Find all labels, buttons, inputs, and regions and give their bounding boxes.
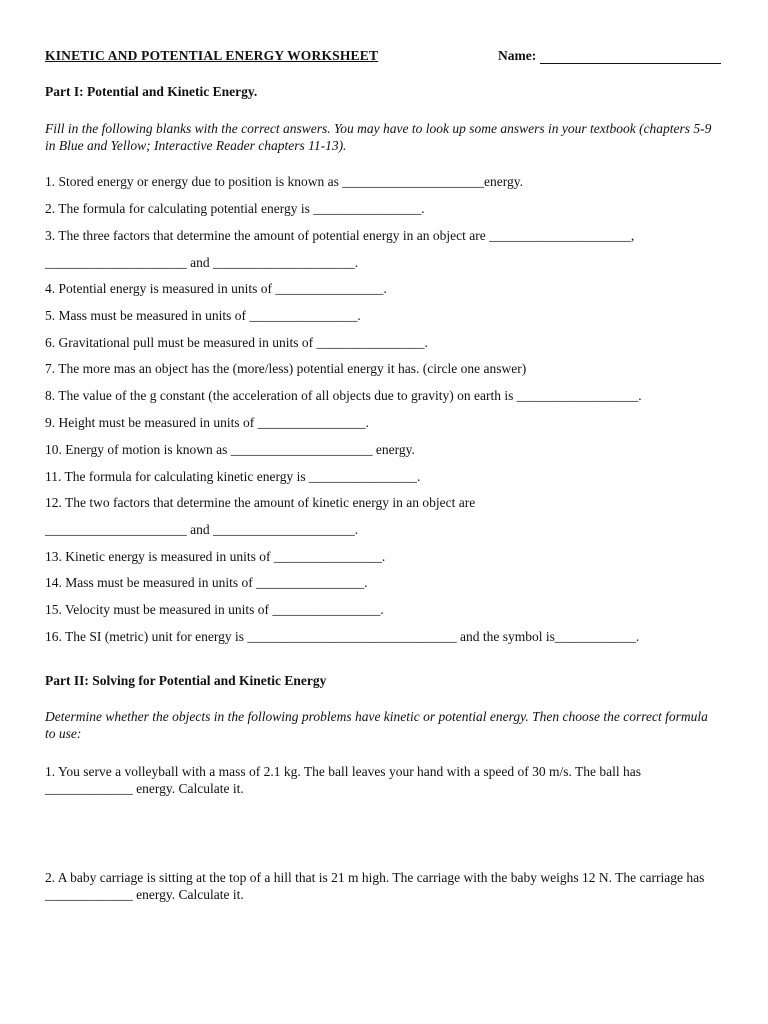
part2-instructions: Determine whether the objects in the following problems have kinetic or potential energy. Then choose the correct formula to use:: [45, 709, 708, 741]
name-label: Name:: [498, 48, 537, 63]
question-14: 14. Mass must be measured in units of ________________.: [45, 575, 368, 590]
question-7: 7. The more mas an object has the (more/less) potential energy it has. (circle one answer): [45, 361, 527, 376]
problem-1: 1. You serve a volleyball with a mass of 2.1 kg. The ball leaves your hand with a speed of 30 m/s. The ball has _____________ energy. Calculate it.: [45, 764, 642, 796]
question-5: 5. Mass must be measured in units of ________________.: [45, 308, 361, 323]
question-4: 4. Potential energy is measured in units of ________________.: [45, 281, 387, 296]
question-1: 1. Stored energy or energy due to position is known as _____________________energy.: [45, 174, 523, 189]
question-15: 15. Velocity must be measured in units of ________________.: [45, 602, 384, 617]
problem-2: 2. A baby carriage is sitting at the top of a hill that is 21 m high. The carriage with the baby weighs 12 N. The carriage has _____________ energy. Calculate it.: [45, 870, 705, 902]
question-12-line-2: _____________________ and _____________________.: [45, 522, 359, 537]
question-3-line-1: 3. The three factors that determine the amount of potential energy in an object are _____________________,: [45, 228, 635, 243]
question-10: 10. Energy of motion is known as _____________________ energy.: [45, 442, 415, 457]
name-field-blank[interactable]: [540, 63, 721, 64]
part2-heading: Part II: Solving for Potential and Kinetic Energy: [45, 673, 327, 688]
question-8: 8. The value of the g constant (the acceleration of all objects due to gravity) on earth is __________________.: [45, 388, 642, 403]
question-11: 11. The formula for calculating kinetic energy is ________________.: [45, 469, 421, 484]
question-9: 9. Height must be measured in units of ________________.: [45, 415, 369, 430]
question-6: 6. Gravitational pull must be measured in units of ________________.: [45, 335, 428, 350]
question-12-line-1: 12. The two factors that determine the amount of kinetic energy in an object are: [45, 495, 476, 510]
worksheet-title: KINETIC AND POTENTIAL ENERGY WORKSHEET: [45, 48, 379, 63]
question-3-line-2: _____________________ and _____________________.: [45, 255, 359, 270]
part1-instructions: Fill in the following blanks with the correct answers. You may have to look up some answers in your textbook (chapters 5-9 in Blue and Yellow; Interactive Reader chapters 11-13).: [45, 121, 712, 153]
question-13: 13. Kinetic energy is measured in units of ________________.: [45, 549, 386, 564]
question-16: 16. The SI (metric) unit for energy is _______________________________ and the symbol is____________.: [45, 629, 640, 644]
part1-heading: Part I: Potential and Kinetic Energy.: [45, 84, 258, 99]
question-2: 2. The formula for calculating potential energy is ________________.: [45, 201, 425, 216]
